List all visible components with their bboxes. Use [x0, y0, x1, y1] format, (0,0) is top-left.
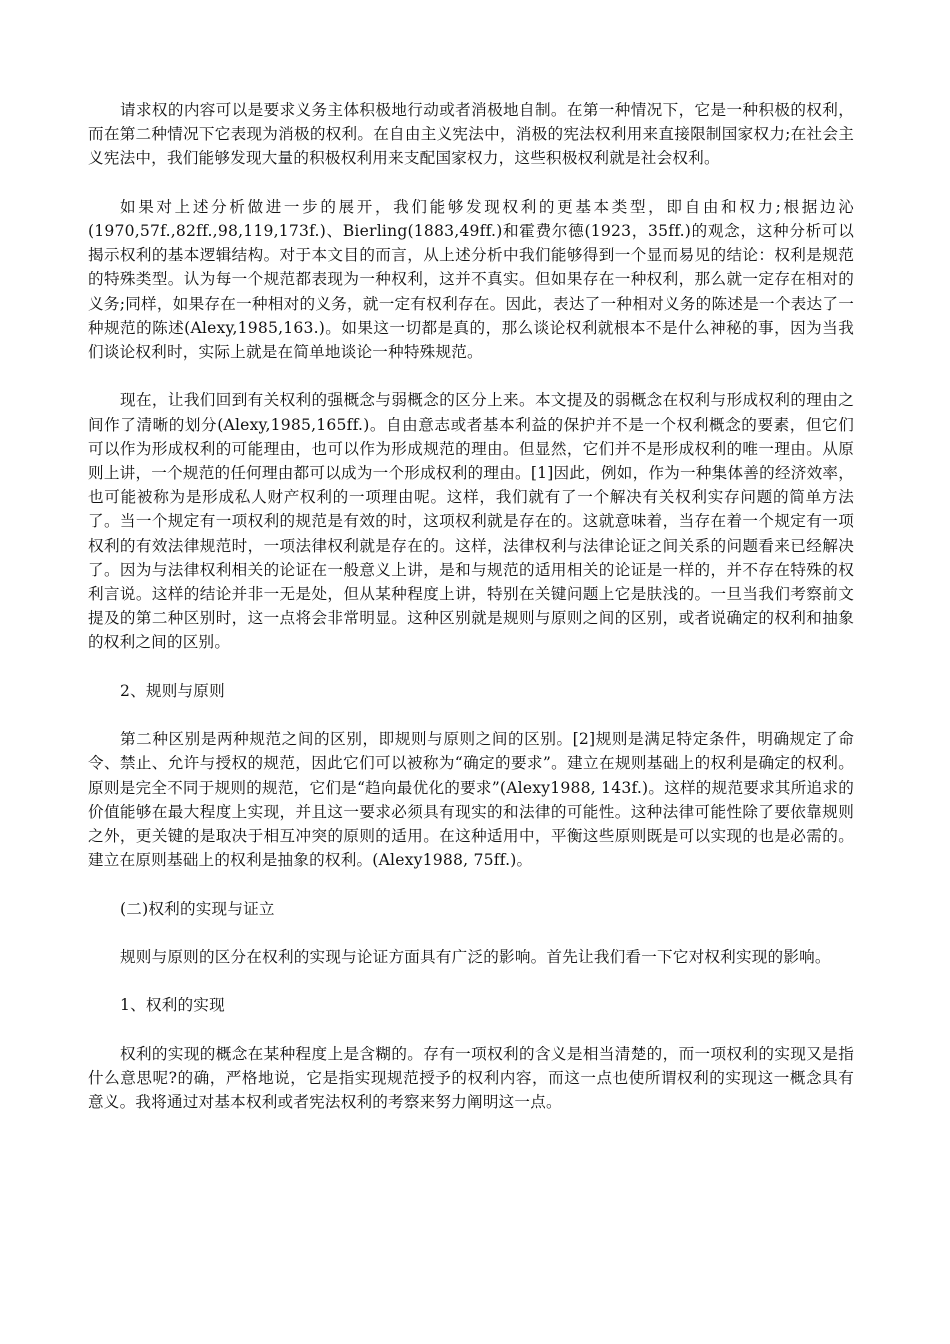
section-heading-rules-principles: 2、规则与原则 [120, 681, 225, 700]
paragraph-rules-principles: 第二种区别是两种规范之间的区别，即规则与原则之间的区别。[2]规则是满足特定条件，明确规定了命令、禁止、允许与授权的规范，因此它们可以被称为“确定的要求”。建立在规则基础上的权利是确定的权利。原则是完全不同于规则的规范，它们是“趋向最优化的要求”(Alexy1988, 143f.)。这样的规范要求其所追求的价值能够在最大程度上实现，并且这一要求必须具有现实的和法律的可能性。这种法律可能性除了要依靠规则之外，更关键的是取决于相互冲突的原则的适用。在这种适用中，平衡这些原则既是可以实现的也是必需的。建立在原则基础上的权利是抽象的权利。(Alexy1988, 75ff.)。 [88, 730, 854, 870]
document-page [88, 98, 854, 1139]
paragraph-distinction-impact: 规则与原则的区分在权利的实现与论证方面具有广泛的影响。首先让我们看一下它对权利实现的影响。 [120, 948, 831, 967]
paragraph-strong-weak-concept: 现在，让我们回到有关权利的强概念与弱概念的区分上来。本文提及的弱概念在权利与形成权利的理由之间作了清晰的划分(Alexy,1985,165ff.)。自由意志或者基本利益的保护并不是一个权利概念的要素，但它们可以作为形成权利的可能理由，也可以作为形成规范的理由。但显然，它们并不是形成权利的唯一理由。从原则上讲，一个规范的任何理由都可以成为一个形成权利的理由。[1]因此，例如，作为一种集体善的经济效率，也可能被称为是形成私人财产权利的一项理由呢。这样，我们就有了一个解决有关权利实存问题的简单方法了。当一个规定有一项权利的规范是有效的时，这项权利就是存在的。这就意味着，当存在着一个规定有一项权利的有效法律规范时，一项法律权利就是存在的。这样，法律权利与法律论证之间关系的问题看来已经解决了。因为与法律权利相关的论证在一般意义上讲，是和与规范的适用相关的论证是一样的，并不存在特殊的权利言说。这样的结论并非一无是处，但从某种程度上讲，特别在关键问题上它是肤浅的。一旦当我们考察前文提及的第二种区别时，这一点将会非常明显。这种区别就是规则与原则之间的区别，或者说确定的权利和抽象的权利之间的区别。 [88, 391, 854, 652]
paragraph-realization-concept: 权利的实现的概念在某种程度上是含糊的。存有一项权利的含义是相当清楚的，而一项权利的实现又是指什么意思呢?的确，严格地说，它是指实现规范授予的权利内容，而这一点也使所谓权利的实现这一概念具有意义。我将通过对基本权利或者宪法权利的考察来努力阐明这一点。 [88, 1044, 854, 1112]
section-heading-realization-justification: (二)权利的实现与证立 [120, 899, 275, 918]
paragraph-basic-types: 如果对上述分析做进一步的展开，我们能够发现权利的更基本类型，即自由和权力;根据边沁(1970,57f.,82ff.,98,119,173f.)、Bierling(1883,49ff.)和霍费尔德(1923，35ff.)的观念，这种分析可以揭示权利的基本逻辑结构。对于本文目的而言，从上述分析中我们能够得到一个显而易见的结论：权利是规范的特殊类型。认为每一个规范都表现为一种权利，这并不真实。但如果存在一种权利，那么就一定存在相对的义务;同样，如果存在一种相对的义务，就一定有权利存在。因此，表达了一种相对义务的陈述是一个表达了一种规范的陈述(Alexy,1985,163.)。如果这一切都是真的，那么谈论权利就根本不是什么神秘的事，因为当我们谈论权利时，实际上就是在简单地谈论一种特殊规范。 [88, 197, 854, 362]
section-heading-realization: 1、权利的实现 [120, 996, 225, 1015]
paragraph-claim-rights: 请求权的内容可以是要求义务主体积极地行动或者消极地自制。在第一种情况下，它是一种积极的权利，而在第二种情况下它表现为消极的权利。在自由主义宪法中，消极的宪法权利用来直接限制国家权力;在社会主义宪法中，我们能够发现大量的积极权利用来支配国家权力，这些积极权利就是社会权利。 [88, 101, 854, 168]
